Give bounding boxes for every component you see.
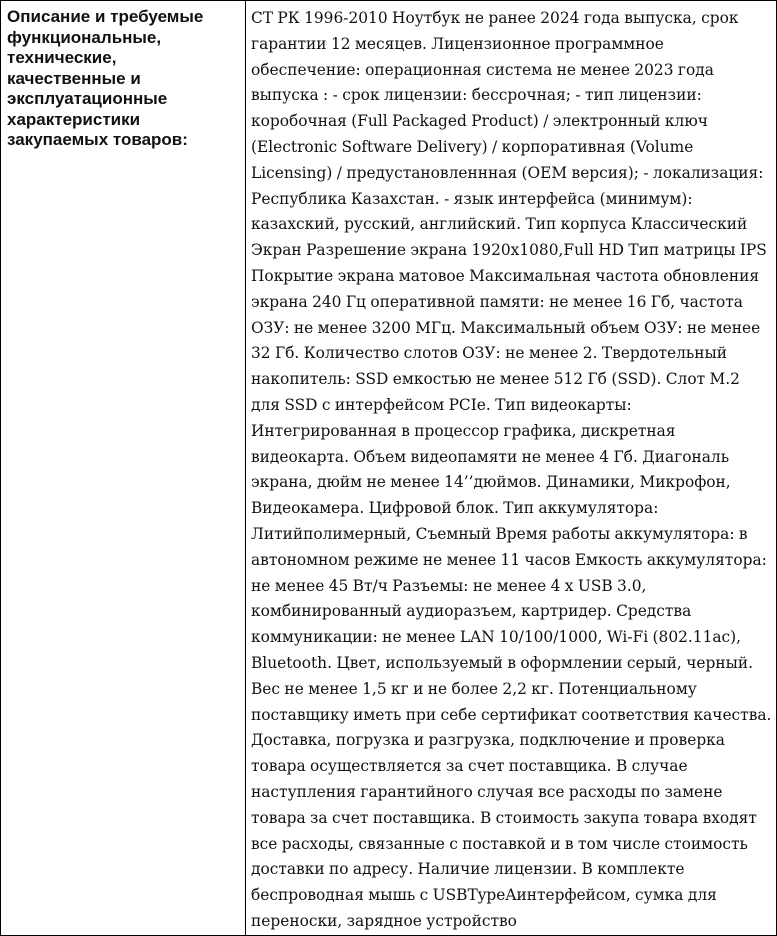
requirements-label: Описание и требуемые функциональные, технические, качественные и эксплуатационные характеристики закупаемых товаров: xyxy=(1,1,246,936)
table-row xyxy=(1,1,777,936)
requirements-description: СТ РК 1996-2010 Ноутбук не ранее 2024 года выпуска, срок гарантии 12 месяцев. Лицензионное программное обеспечение: операционная система не менее 2023 года выпуска : - срок лицензии: бессрочная; - тип лицензии: коробочная (Full Packaged Product) / электронный ключ (Electronic Software Delivery) / корпоративная (Volume Licensing) / предустановленнная (OEM версия); - локализация: Республика Казахстан. - язык интерфейса (минимум): казахский, русский, английский. Тип корпуса Классический Экран Разрешение экрана 1920х1080,Full HD Тип матрицы IPS Покрытие экрана матовое Максимальная частота обновления экрана 240 Гц оперативной памяти: не менее 16 Гб, частота ОЗУ: не менее 3200 МГц. Максимальный объем ОЗУ: не менее 32 Гб. Количество слотов ОЗУ: не менее 2. Твердотельный накопитель: SSD емкостью не менее 512 Гб (SSD). Слот M.2 для SSD с интерфейсом PCIe. Тип видеокарты: Интегрированная в процессор графика, дискретная видеокарта. Объем видеопамяти не менее 4 Гб. Диагональ экрана, дюйм не менее 14’’дюймов. Динамики, Микрофон, Видеокамера. Цифровой блок. Тип аккумулятора: Литийполимерный, Съемный Время работы аккумулятора: в автономном режиме не менее 11 часов Емкость аккумулятора: не менее 45 Вт/ч Разъемы: не менее 4 x USB 3.0, комбинированный аудиоразъем, картридер. Средства коммуникации: не менее LAN 10/100/1000, Wi-Fi (802.11ac), Bluetooth. Цвет, используемый в оформлении серый, черный. Вес не менее 1,5 кг и не более 2,2 кг. Потенциальному поставщику иметь при себе сертификат соответствия качества. Доставка, погрузка и разгрузка, подключение и проверка товара осуществляется за счет поставщика. В случае наступления гарантийного случая все расходы по замене товара за счет поставщика. В стоимость закупа товара входят все расходы, связанные с поставкой и в том числе стоимость доставки по адресу. Наличие лицензии. В комплекте беспроводная мышь с USBTypeAинтерфейсом, сумка для переноски, зарядное устройство xyxy=(246,1,777,936)
